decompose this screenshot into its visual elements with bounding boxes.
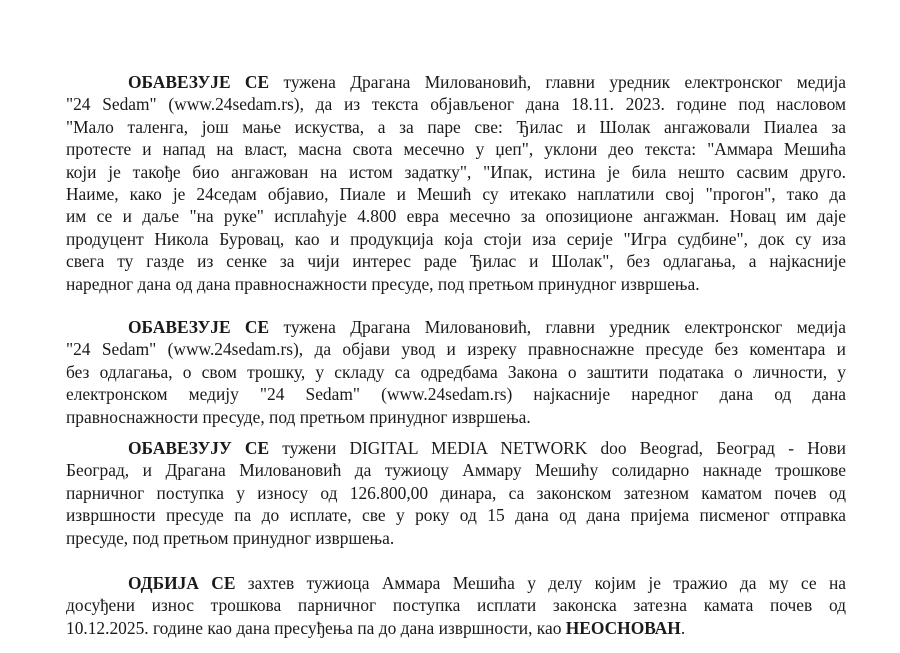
line-text: тужена Драгана Миловановић, главни уредник електронског медија bbox=[269, 72, 846, 92]
paragraph-obligation-publish bbox=[66, 316, 846, 428]
line-end-period: . bbox=[680, 617, 686, 638]
paragraph-line bbox=[66, 572, 846, 594]
paragraph-line: правноснажности пресуде, под претњом принудног извршења. bbox=[66, 406, 531, 427]
paragraph-line bbox=[66, 437, 846, 459]
paragraph-obligation-remove-text bbox=[66, 71, 846, 295]
paragraph-line: "Мало таленга, још мање искуства, а за паре све: Ђилас и Шолак ангажовали Пиалеа за bbox=[66, 116, 846, 137]
paragraph-lead: ОБАВЕЗУЈЕ СЕ bbox=[128, 317, 270, 337]
paragraph-line: им се и даље "на руке" исплаћује 4.800 евра месечно за опозиционе ангажман. Новац им даје bbox=[66, 206, 846, 227]
paragraph-line: наредног дана од дана правноснажности пресуде, под претњом принудног извршења. bbox=[66, 273, 700, 294]
paragraph-line: свега ту газде из сенке за чији интерес раде Ђилас и Шолак", без одлагања, а најкасније bbox=[66, 251, 846, 272]
paragraph-line: досуђени износ трошкова парничног поступка исплати законска затезна камата почев од bbox=[66, 595, 846, 616]
paragraph-line: извршности пресуде па до исплате, све у року од 15 дана од дана пријема писменог отправка bbox=[66, 505, 846, 526]
paragraph-line: електронском медију "24 Sedam" (www.24sedam.rs) најкасније наредног дана од дана bbox=[66, 384, 846, 405]
paragraph-lead: ОДБИЈА СЕ bbox=[128, 573, 236, 593]
paragraph-line: Наиме, како је 24седам објавио, Пиале и Мешић су итекако наплатили свој "прогон", тако да bbox=[66, 184, 846, 205]
line-text: тужена Драгана Миловановић, главни уредник електронског медија bbox=[269, 317, 846, 337]
paragraph-line: "24 Sedam" (www.24sedam.rs), да објави увод и изреку правноснажне пресуде без коментара и bbox=[66, 339, 846, 360]
paragraph-line bbox=[66, 316, 846, 338]
paragraph-line: пресуде, под претњом принудног извршења. bbox=[66, 527, 395, 548]
line-text: захтев тужиоца Аммара Мешића у делу којим је тражио да му се на bbox=[235, 573, 846, 593]
paragraph-obligation-costs bbox=[66, 437, 846, 549]
verdict-unfounded: НЕОСНОВАН bbox=[565, 617, 681, 638]
paragraph-line: протесте и напад на власт, масна свота месечно у џеп", уклони део текста: "Аммара Мешића bbox=[66, 139, 846, 160]
paragraph-line: који је такође био ангажован на истом задатку", "Ипак, истина је била нешто сасвим друго. bbox=[66, 161, 846, 182]
line-text: 10.12.2025. године као дана пресуђења па до дана извршности, као bbox=[66, 617, 566, 638]
paragraph-line: парничног поступка у износу од 126.800,00 динара, са законском затезном каматом почев од bbox=[66, 482, 846, 503]
paragraph-line: продуцент Никола Буровац, као и продукција која стоји иза серије "Игра судбине", док су иза bbox=[66, 228, 846, 249]
paragraph-line: без одлагања, о свом трошку, у складу са одредбама Закона о заштити података о личности, у bbox=[66, 361, 846, 382]
paragraph-line: "24 Sedam" (www.24sedam.rs), да из текста објављеног дана 18.11. 2023. године под насловом bbox=[66, 94, 846, 115]
paragraph-rejection bbox=[66, 572, 846, 639]
paragraph-line bbox=[66, 617, 846, 639]
paragraph-lead: ОБАВЕЗУЈУ СЕ bbox=[128, 438, 270, 458]
paragraph-line bbox=[66, 71, 846, 93]
line-text: тужени DIGITAL MEDIA NETWORK doo Beograd, Београд - Нови bbox=[269, 438, 846, 458]
paragraph-line: Београд, и Драгана Миловановић да тужиоцу Аммару Мешићу солидарно накнаде трошкове bbox=[66, 460, 846, 481]
paragraph-lead: ОБАВЕЗУЈЕ СЕ bbox=[128, 72, 270, 92]
